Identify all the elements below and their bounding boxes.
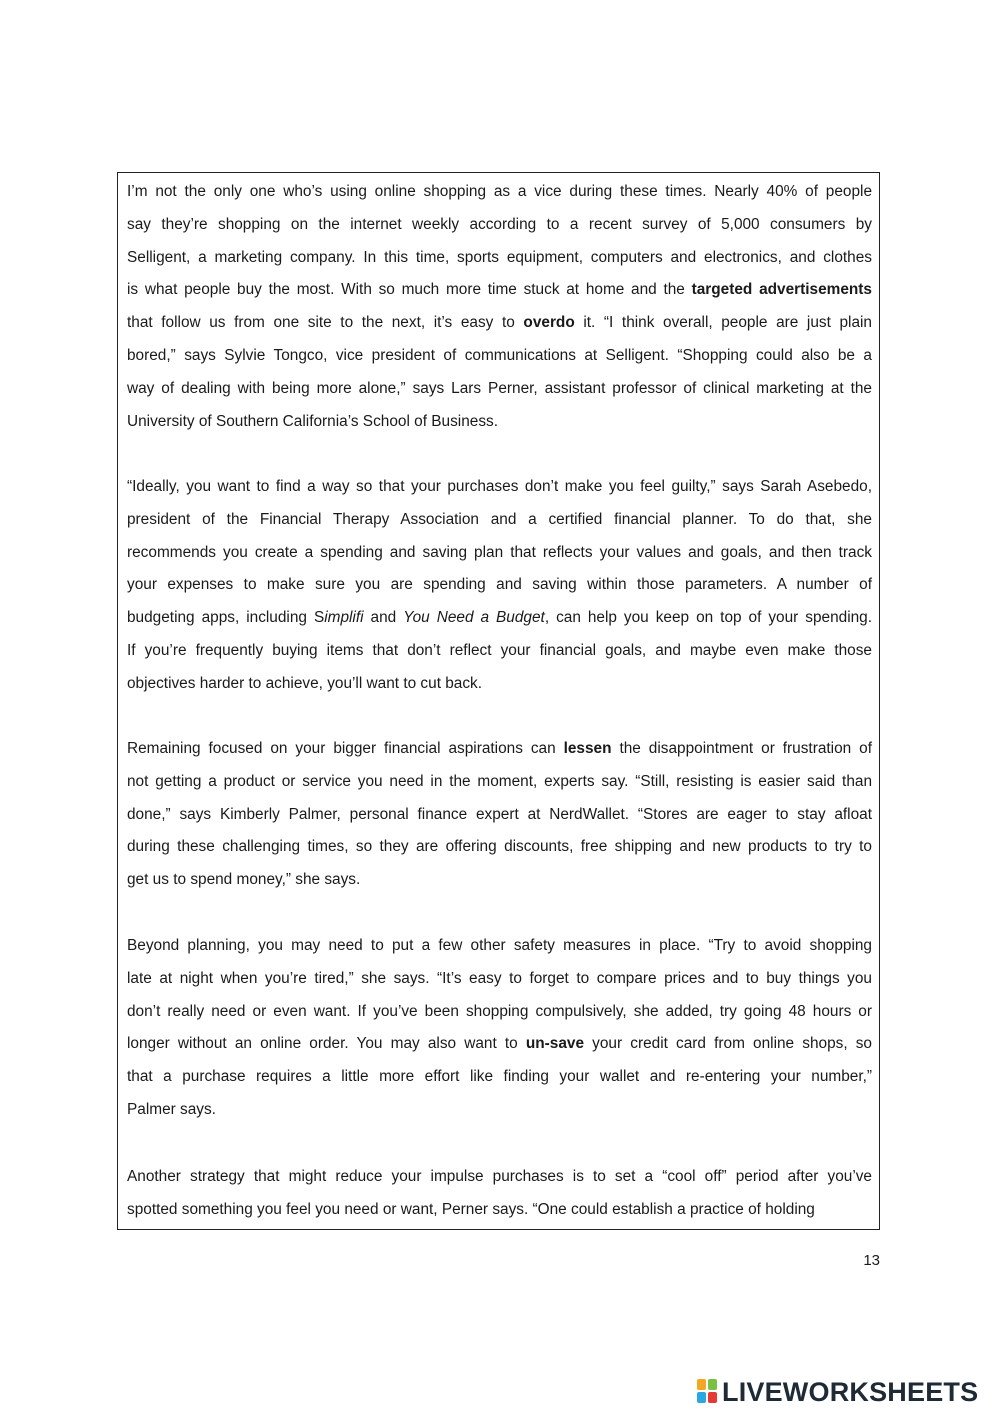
text-line [127, 1194, 872, 1227]
text-run: longer without an online order. You may also want to [127, 1035, 526, 1053]
text-line [127, 274, 872, 307]
text-run: the disappointment or frustration of [611, 740, 872, 757]
text-run: done,” says Kimberly Palmer, personal finance expert at NerdWallet. “Stores are eager to stay afloat [127, 805, 872, 823]
bold-term: targeted advertisements [691, 281, 872, 299]
text-run: objectives harder to achieve, you’ll want to cut back. [127, 674, 483, 692]
text-line [127, 602, 872, 635]
text-line [127, 864, 872, 897]
paragraph-1 [127, 176, 872, 438]
bold-term: un-save [525, 1035, 585, 1053]
text-line [127, 930, 872, 963]
liveworksheets-logo-icon [697, 1379, 719, 1405]
text-line [127, 1061, 872, 1094]
text-run: budgeting apps, including S [127, 609, 325, 627]
text-line [127, 1161, 872, 1194]
text-line [127, 537, 872, 570]
text-run: “Ideally, you want to find a way so that your purchases don’t make you feel guilty,” says Sarah Asebedo, [127, 478, 872, 495]
text-line [127, 799, 872, 832]
text-line [127, 504, 872, 537]
text-line [127, 733, 872, 766]
text-run: say they’re shopping on the internet weekly according to a recent survey of 5,000 consumers by [127, 215, 872, 233]
text-line [127, 471, 872, 504]
italic-term: You Need a Budget [403, 609, 545, 627]
article-text-box [117, 172, 880, 1230]
text-line [127, 176, 872, 209]
text-run: your credit card from online shops, so [584, 1035, 872, 1053]
text-line [127, 831, 872, 864]
text-run: get us to spend money,” she says. [127, 871, 361, 889]
text-run: president of the Financial Therapy Association and a certified financial planner. To do that, she [127, 510, 872, 528]
text-run: If you’re frequently buying items that don’t reflect your financial goals, and maybe even make those [127, 641, 872, 659]
paragraph-5 [127, 1161, 872, 1227]
text-run: don’t really need or even want. If you’ve been shopping compulsively, she added, try going 48 hours or [127, 1002, 872, 1020]
text-run: recommends you create a spending and saving plan that reflects your values and goals, and then track [127, 543, 872, 561]
text-run: bored,” says Sylvie Tongco, vice president of communications at Selligent. “Shopping could also be a [127, 346, 872, 364]
text-line [127, 242, 872, 275]
text-run: and [363, 609, 404, 627]
text-run: that a purchase requires a little more effort like finding your wallet and re-entering your number,” [127, 1068, 872, 1086]
paragraph-3 [127, 733, 872, 897]
text-run: late at night when you’re tired,” she says. “It’s easy to forget to compare prices and to buy things you [127, 969, 872, 987]
text-run: spotted something you feel you need or want, Perner says. “One could establish a practice of holding [127, 1200, 815, 1218]
text-run: Beyond planning, you may need to put a few other safety measures in place. “Try to avoid shopping [127, 937, 872, 954]
text-line [127, 1028, 872, 1061]
text-line [127, 373, 872, 406]
text-run: Palmer says. [127, 1100, 216, 1118]
text-line [127, 569, 872, 602]
text-line [127, 406, 872, 439]
text-run: during these challenging times, so they are offering discounts, free shipping and new products to try to [127, 838, 872, 856]
paragraph-4 [127, 930, 872, 1127]
text-line [127, 996, 872, 1029]
bold-term: lessen [563, 740, 612, 757]
text-run: University of Southern California’s School of Business. [127, 412, 498, 430]
bold-term: overdo [523, 314, 575, 332]
text-run: Another strategy that might reduce your impulse purchases is to set a “cool off” period after you’ve [127, 1168, 872, 1185]
liveworksheets-logo[interactable] [697, 1376, 978, 1408]
text-run: your expenses to make sure you are spending and saving within those parameters. A number of [127, 576, 872, 594]
text-run: it. “I think overall, people are just plain [574, 314, 872, 332]
text-line [127, 1094, 872, 1127]
text-run: not getting a product or service you need in the moment, experts say. “Still, resisting is easier said than [127, 772, 872, 790]
text-run: Remaining focused on your bigger financial aspirations can [127, 740, 564, 757]
paragraph-2 [127, 471, 872, 701]
text-run: is what people buy the most. With so much more time stuck at home and the [127, 281, 692, 299]
text-line [127, 963, 872, 996]
text-line [127, 340, 872, 373]
text-run: I’m not the only one who’s using online shopping as a vice during these times. Nearly 40% of people [127, 183, 872, 200]
text-run: Selligent, a marketing company. In this time, sports equipment, computers and electronics, and clothes [127, 248, 872, 266]
text-run: , can help you keep on top of your spending. [544, 609, 873, 627]
liveworksheets-logo-text: LIVEWORKSHEETS [722, 1377, 979, 1407]
text-run: way of dealing with being more alone,” says Lars Perner, assistant professor of clinical marketing at the [127, 379, 872, 397]
text-line [127, 766, 872, 799]
text-line [127, 307, 872, 340]
page-number: 13 [863, 1252, 880, 1269]
text-line [127, 668, 872, 701]
text-line [127, 635, 872, 668]
text-run: that follow us from one site to the next, it’s easy to [127, 314, 524, 332]
text-line [127, 209, 872, 242]
italic-term: implifi [324, 609, 364, 627]
